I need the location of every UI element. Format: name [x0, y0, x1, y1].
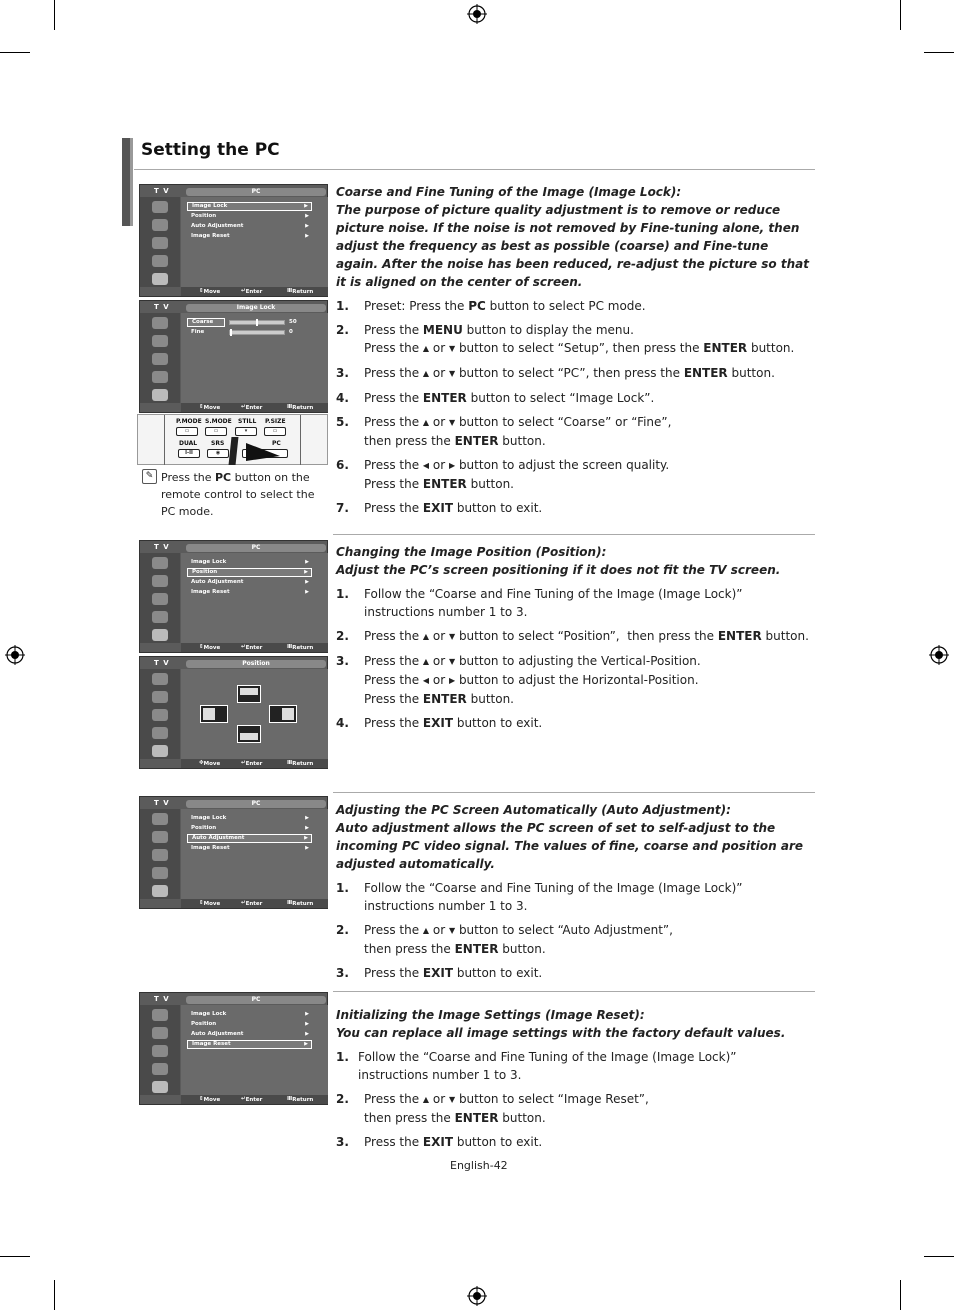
osd-header: PC — [186, 996, 326, 1004]
osd-footer: ⇕ Move ↵ Enter Ⅲ Return — [181, 403, 328, 412]
channel-icon — [152, 849, 168, 861]
step: 1. Preset: Press the PC button to select PC mode. — [336, 299, 646, 313]
position-left-box[interactable] — [200, 705, 228, 723]
osd-sidebar — [140, 669, 180, 759]
input-icon — [152, 745, 168, 757]
remote-label-srs: SRS — [211, 440, 225, 447]
section-auto-adjustment — [336, 801, 811, 982]
osd-item-coarse[interactable]: Coarse — [187, 318, 225, 327]
osd-position — [139, 656, 328, 769]
registration-mark-icon — [929, 645, 949, 665]
smode-button[interactable]: ▭ — [205, 427, 227, 436]
osd-sidebar — [140, 809, 180, 899]
note-text: Press the PC button on the remote control to select the PC mode. — [161, 471, 315, 518]
still-button[interactable]: ▾ — [235, 427, 257, 436]
channel-icon — [152, 1045, 168, 1057]
osd-item-position[interactable]: Position ▶ — [187, 568, 312, 577]
picture-icon — [152, 317, 168, 329]
osd-tv-label: T V — [154, 187, 170, 195]
setup-icon — [152, 1063, 168, 1075]
section-rule — [333, 534, 815, 535]
channel-icon — [152, 353, 168, 365]
osd-pc-menu-auto — [139, 796, 328, 909]
section-heading: Adjusting the PC Screen Automatically (Auto Adjustment): — [336, 803, 731, 817]
setup-icon — [152, 727, 168, 739]
position-right-box[interactable] — [269, 705, 297, 723]
osd-header: Image Lock — [186, 304, 326, 312]
osd-header: PC — [186, 544, 326, 552]
osd-panel — [181, 1005, 328, 1095]
registration-mark-icon — [5, 645, 25, 665]
remote-label-pmode: P.MODE — [176, 418, 202, 425]
registration-mark-icon — [467, 4, 487, 24]
step: 1. Follow the “Coarse and Fine Tuning of the Image (Image Lock)” instructions number 1 to 3. — [336, 881, 743, 913]
step: 2. Press the ▲ or ▼ button to select “Position”, then press the ENTER button. — [336, 629, 809, 643]
osd-item-position[interactable]: Position ▶ — [191, 1021, 309, 1027]
osd-item-image-lock[interactable]: Image Lock ▶ — [191, 559, 309, 565]
crop-mark — [54, 1280, 55, 1310]
section-rule — [333, 991, 815, 992]
osd-sidebar — [140, 553, 180, 643]
input-icon — [152, 1081, 168, 1093]
crop-mark — [0, 1256, 30, 1257]
osd-pc-menu — [139, 184, 328, 297]
step: 2. Press the ▲ or ▼ button to select “Auto Adjustment”, then press the ENTER button. — [336, 923, 673, 956]
input-icon — [152, 389, 168, 401]
sound-icon — [152, 219, 168, 231]
setup-icon — [152, 255, 168, 267]
osd-item-image-lock[interactable]: Image Lock ▶ — [191, 1011, 309, 1017]
input-icon — [152, 885, 168, 897]
osd-header: Position — [186, 660, 326, 668]
osd-item-image-lock[interactable]: Image Lock ▶ — [187, 202, 312, 211]
osd-pc-menu-reset — [139, 992, 328, 1105]
osd-footer: ⇕ Move ↵ Enter Ⅲ Return — [181, 899, 328, 908]
osd-footer: ⇕ Move ↵ Enter Ⅲ Return — [181, 1095, 328, 1104]
osd-footer: ✥ Move ↵ Enter Ⅲ Return — [181, 759, 328, 768]
crop-mark — [0, 52, 30, 53]
remote-label-smode: S.MODE — [205, 418, 232, 425]
osd-item-fine[interactable]: Fine — [191, 329, 205, 335]
osd-item-auto-adjustment[interactable]: Auto Adjustment ▶ — [187, 834, 312, 843]
pointer-arrow-icon — [246, 443, 280, 461]
osd-item-auto-adjustment[interactable]: Auto Adjustment ▶ — [191, 223, 309, 229]
page-number: English-42 — [450, 1159, 508, 1172]
osd-pc-menu-position — [139, 540, 328, 653]
osd-item-image-lock[interactable]: Image Lock ▶ — [191, 815, 309, 821]
registration-mark-icon — [467, 1286, 487, 1306]
pointer-finger-icon — [229, 437, 239, 465]
pmode-button[interactable]: ▭ — [176, 427, 198, 436]
osd-item-image-reset[interactable]: Image Reset ▶ — [191, 589, 309, 595]
osd-tv-label: T V — [154, 303, 170, 311]
section-image-reset — [336, 1006, 811, 1151]
osd-item-position[interactable]: Position ▶ — [191, 213, 309, 219]
step: 3. Press the ▲ or ▼ button to adjusting the Vertical-Position. Press the ◀ or ▶ button to adjust the Horizontal-Position. Press the ENTER button. — [336, 654, 701, 706]
remote-control-illustration — [137, 414, 328, 465]
osd-sidebar — [140, 197, 180, 287]
osd-tv-label: T V — [154, 995, 170, 1003]
step: 2. Press the MENU button to display the menu. Press the ▲ or ▼ button to select “Setup”, then press the ENTER button. — [336, 323, 795, 355]
step: 5. Press the ▲ or ▼ button to select “Coarse” or “Fine”, then press the ENTER button. — [336, 415, 672, 448]
osd-image-lock — [139, 300, 328, 413]
crop-mark — [900, 1280, 901, 1310]
remote-label-dual: DUAL — [179, 440, 198, 447]
section-position — [336, 543, 811, 732]
step: 2. Press the ▲ or ▼ button to select “Image Reset”, then press the ENTER button. — [336, 1092, 649, 1125]
channel-icon — [152, 709, 168, 721]
crop-mark — [900, 0, 901, 30]
setup-icon — [152, 611, 168, 623]
step: 6. Press the ◀ or ▶ button to adjust the screen quality. Press the ENTER button. — [336, 458, 670, 491]
coarse-value: 50 — [289, 319, 297, 325]
section-intro: Auto adjustment allows the PC screen of set to self-adjust to the incoming PC video signal. The values of fine, coarse and position are adjusted automatically. — [336, 821, 804, 871]
sound-icon — [152, 335, 168, 347]
remote-label-psize: P.SIZE — [265, 418, 286, 425]
sound-icon — [152, 691, 168, 703]
osd-panel — [181, 313, 328, 403]
osd-footer: ⇕ Move ↵ Enter Ⅲ Return — [181, 287, 328, 296]
step: 4. Press the EXIT button to exit. — [336, 716, 543, 730]
remote-label-pc: PC — [272, 440, 281, 447]
section-heading: Initializing the Image Settings (Image Reset): — [336, 1008, 645, 1022]
coarse-slider[interactable] — [229, 320, 285, 325]
osd-panel — [181, 197, 328, 287]
crop-mark — [924, 1256, 954, 1257]
step: 3. Press the EXIT button to exit. — [336, 1135, 543, 1149]
osd-sidebar — [140, 1005, 180, 1095]
setup-icon — [152, 867, 168, 879]
sound-icon — [152, 1027, 168, 1039]
section-intro: The purpose of picture quality adjustment is to remove or reduce picture noise. If the noise is not removed by Fine-tuning alone, then adjust the frequency as best as possible (coarse) and Fine-tune again. After the noise has been reduced, re-adjust the picture so that it is aligned on the center of screen. — [336, 203, 809, 289]
osd-header: PC — [186, 188, 326, 196]
osd-panel — [181, 669, 328, 759]
picture-icon — [152, 673, 168, 685]
osd-item-image-reset[interactable]: Image Reset ▶ — [187, 1040, 312, 1049]
section-image-lock — [336, 183, 811, 517]
position-up-box[interactable] — [237, 685, 261, 703]
sound-icon — [152, 831, 168, 843]
osd-panel — [181, 553, 328, 643]
section-heading: Changing the Image Position (Position): — [336, 545, 607, 559]
osd-tv-label: T V — [154, 659, 170, 667]
step: 4. Press the ENTER button to select “Image Lock”. — [336, 391, 655, 405]
step: 3. Press the ▲ or ▼ button to select “PC”, then press the ENTER button. — [336, 366, 775, 380]
osd-footer: ⇕ Move ↵ Enter Ⅲ Return — [181, 643, 328, 652]
section-heading: Coarse and Fine Tuning of the Image (Image Lock): — [336, 185, 682, 199]
step: 7. Press the EXIT button to exit. — [336, 501, 543, 515]
sound-icon — [152, 575, 168, 587]
position-down-box[interactable] — [237, 725, 261, 743]
osd-sidebar — [140, 313, 180, 403]
dual-button[interactable]: I-II — [178, 449, 200, 458]
section-rule — [333, 792, 815, 793]
osd-panel — [181, 809, 328, 899]
osd-item-auto-adjustment[interactable]: Auto Adjustment ▶ — [191, 1031, 309, 1037]
input-icon — [152, 629, 168, 641]
srs-button[interactable]: ◉ — [207, 449, 229, 458]
osd-header: PC — [186, 800, 326, 808]
osd-item-image-reset[interactable]: Image Reset ▶ — [191, 845, 309, 851]
picture-icon — [152, 1009, 168, 1021]
osd-item-position[interactable]: Position ▶ — [191, 825, 309, 831]
fine-slider[interactable] — [229, 330, 285, 335]
channel-icon — [152, 593, 168, 605]
remote-label-still: STILL — [238, 418, 257, 425]
page-title: Setting the PC — [141, 140, 280, 160]
input-icon — [152, 273, 168, 285]
osd-item-image-reset[interactable]: Image Reset ▶ — [191, 233, 309, 239]
setup-icon — [152, 371, 168, 383]
title-bar-accent — [130, 138, 133, 226]
psize-button[interactable]: ▭ — [264, 427, 286, 436]
osd-tv-label: T V — [154, 543, 170, 551]
osd-tv-label: T V — [154, 799, 170, 807]
step: 1. Follow the “Coarse and Fine Tuning of the Image (Image Lock)” instructions number 1 to 3. — [336, 1050, 737, 1082]
crop-mark — [54, 0, 55, 30]
section-intro: Adjust the PC’s screen positioning if it does not fit the TV screen. — [336, 563, 781, 577]
fine-value: 0 — [289, 329, 293, 335]
step: 1. Follow the “Coarse and Fine Tuning of the Image (Image Lock)” instructions number 1 to 3. — [336, 587, 743, 619]
picture-icon — [152, 201, 168, 213]
osd-item-auto-adjustment[interactable]: Auto Adjustment ▶ — [191, 579, 309, 585]
step: 3. Press the EXIT button to exit. — [336, 966, 543, 980]
title-rule — [134, 169, 815, 170]
section-intro: You can replace all image settings with the factory default values. — [336, 1026, 786, 1040]
picture-icon — [152, 557, 168, 569]
note-icon: ✎ — [142, 469, 157, 484]
crop-mark — [924, 52, 954, 53]
channel-icon — [152, 237, 168, 249]
picture-icon — [152, 813, 168, 825]
